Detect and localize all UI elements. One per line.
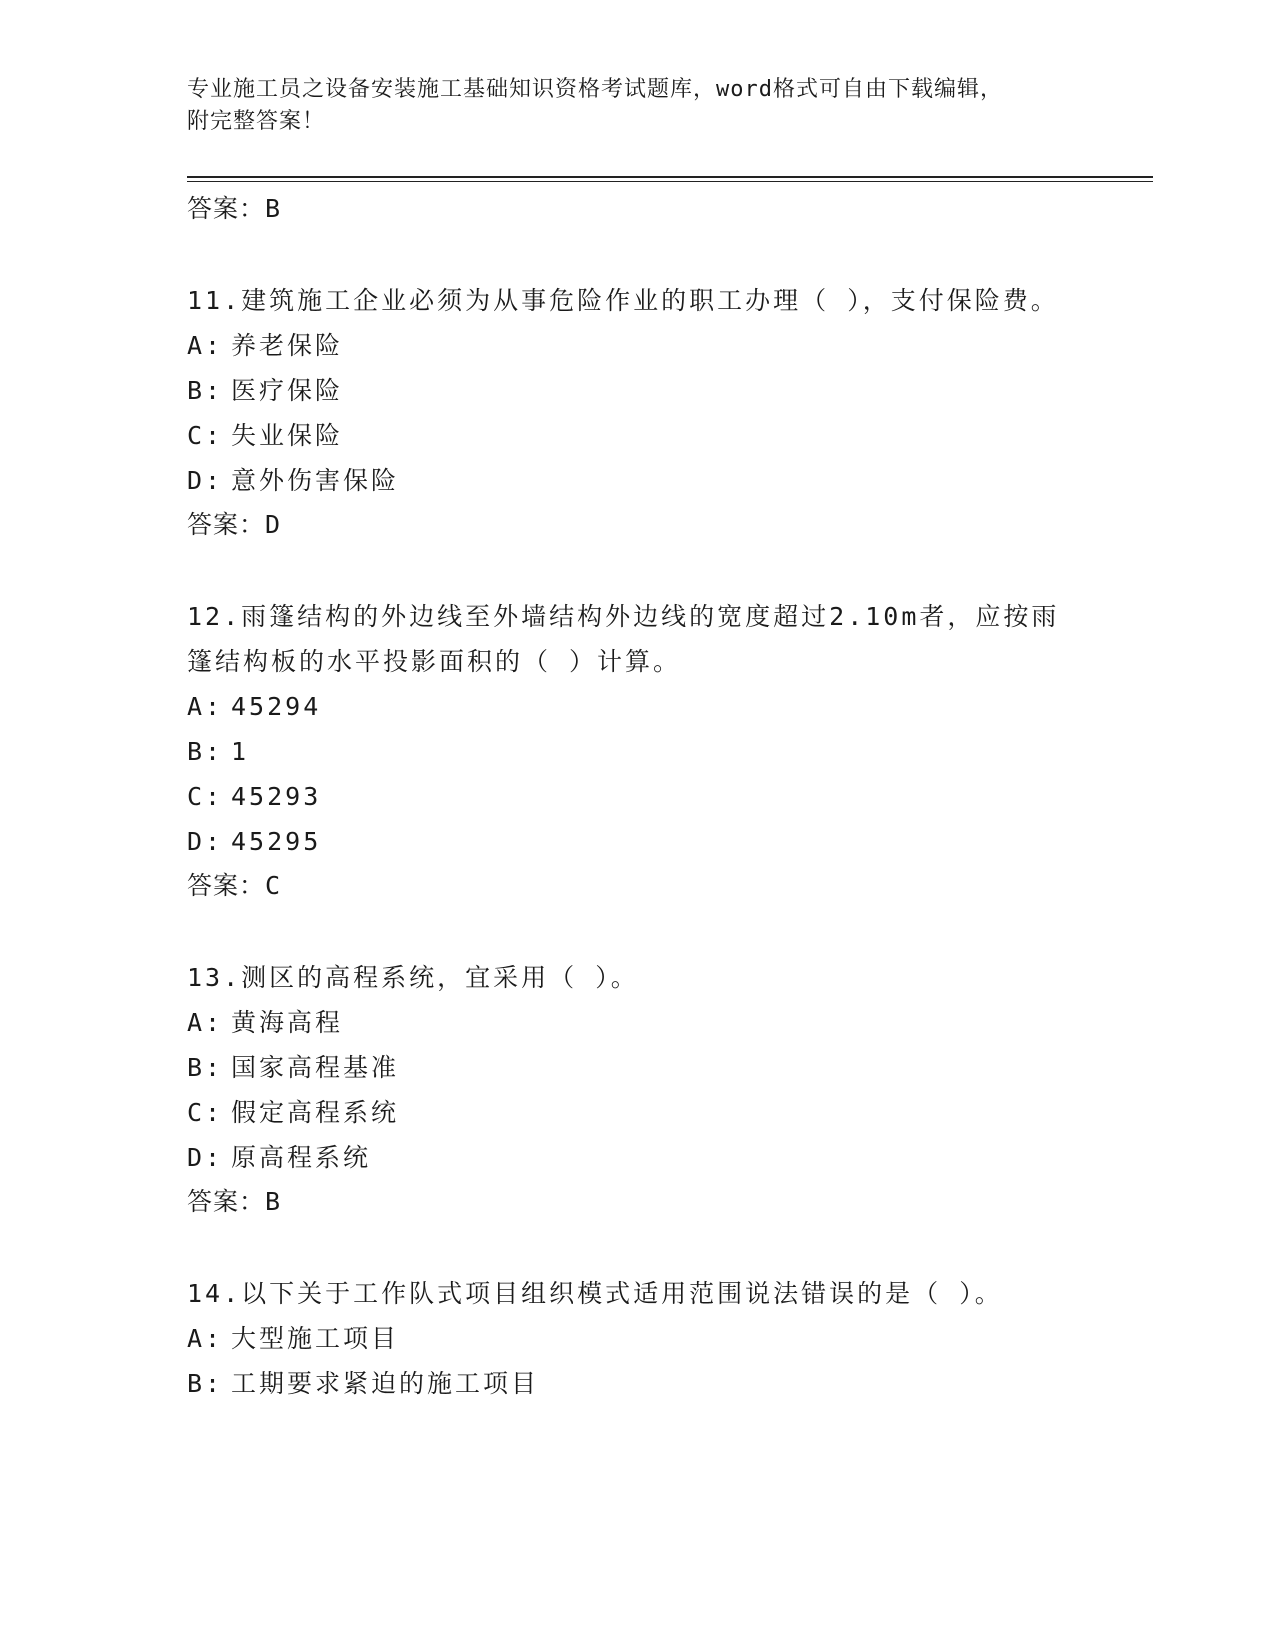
option-b: B: 医疗保险 — [187, 376, 344, 405]
header-line-1: 专业施工员之设备安装施工基础知识资格考试题库，word格式可自由下载编辑， — [187, 77, 1003, 102]
option-d: D: 意外伤害保险 — [187, 466, 400, 495]
option-c: C: 45293 — [187, 782, 322, 811]
document-header — [187, 74, 1087, 138]
answer-line: 答案：D — [187, 510, 282, 539]
option-d: D: 45295 — [187, 827, 322, 856]
question-stem: 11.建筑施工企业必须为从事危险作业的职工办理（ ），支付保险费。 — [187, 286, 1059, 315]
option-b: B: 1 — [187, 737, 250, 766]
option-a: A: 大型施工项目 — [187, 1324, 400, 1353]
answer-line: 答案：B — [187, 194, 282, 223]
option-a: A: 黄海高程 — [187, 1008, 344, 1037]
option-a: A: 养老保险 — [187, 331, 344, 360]
option-b: B: 国家高程基准 — [187, 1053, 400, 1082]
question-stem: 13.测区的高程系统，宜采用（ ）。 — [187, 963, 639, 992]
question-11 — [187, 278, 1153, 544]
question-stem: 14.以下关于工作队式项目组织模式适用范围说法错误的是（ ）。 — [187, 1279, 1003, 1308]
option-c: C: 失业保险 — [187, 421, 344, 450]
option-c: C: 假定高程系统 — [187, 1098, 400, 1127]
question-13 — [187, 955, 1153, 1221]
answer-line: 答案：B — [187, 1187, 282, 1216]
question-12 — [187, 594, 1153, 905]
option-b: B: 工期要求紧迫的施工项目 — [187, 1369, 540, 1398]
header-line-2: 附完整答案！ — [187, 109, 326, 134]
question-stem: 12.雨篷结构的外边线至外墙结构外边线的宽度超过2.10m者，应按雨篷结构板的水平投影面积的（ ）计算。 — [187, 602, 1060, 676]
header-divider-thin — [187, 181, 1153, 182]
header-divider-thick — [187, 176, 1153, 178]
question-14 — [187, 1271, 1153, 1406]
answer-line: 答案：C — [187, 871, 282, 900]
option-a: A: 45294 — [187, 692, 322, 721]
option-d: D: 原高程系统 — [187, 1143, 372, 1172]
question-list — [187, 190, 1153, 1406]
